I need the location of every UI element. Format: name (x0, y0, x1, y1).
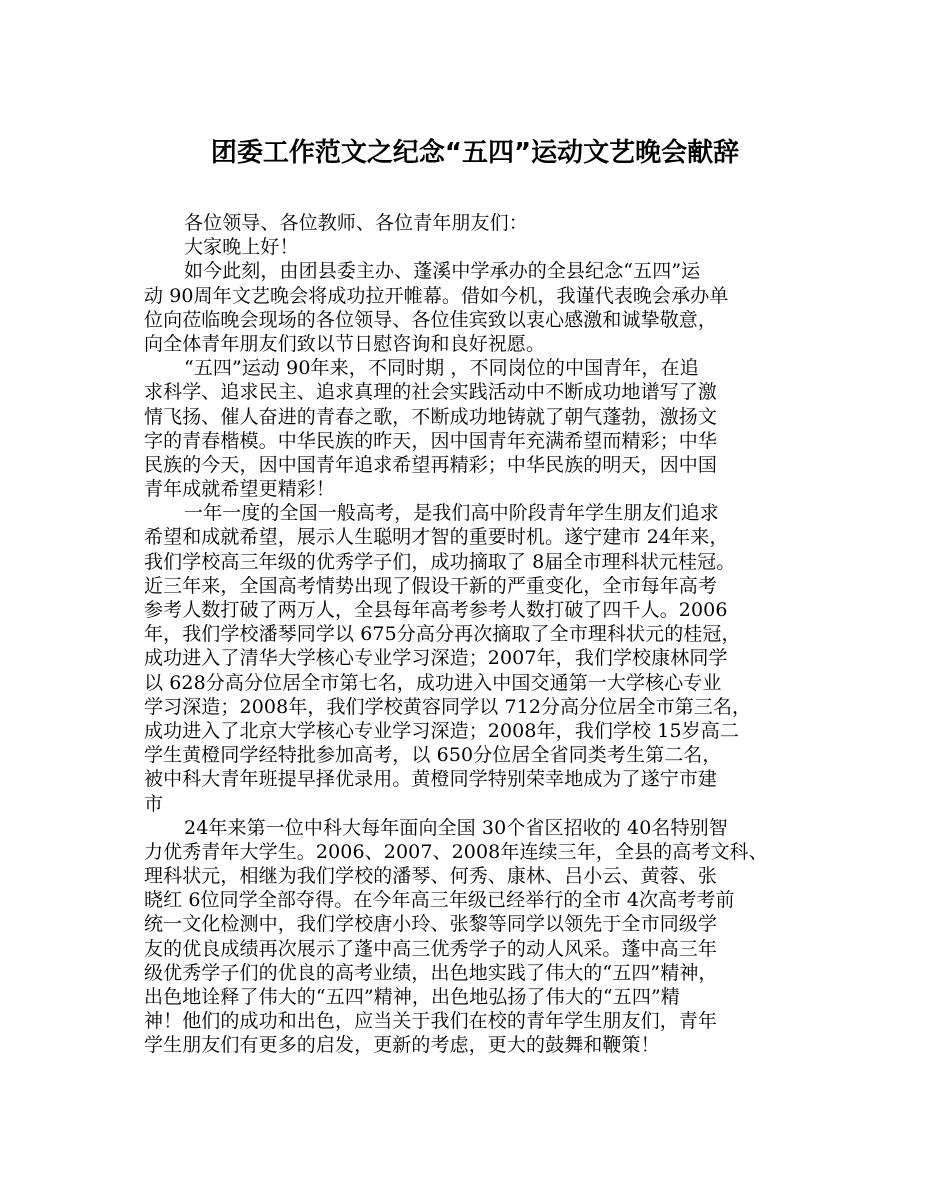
body-line: 情飞扬、催人奋进的青春之歌，不断成功地铸就了朝气蓬勃，激扬文 (144, 405, 718, 428)
body-line: 一年一度的全国一般高考，是我们高中阶段青年学生朋友们追求 (184, 502, 719, 525)
body-line: 神！他们的成功和出色，应当关于我们在校的青年学生朋友们，青年 (144, 1010, 718, 1033)
body-line: 近三年来，全国高考情势出现了假设干新的严重变化，全市每年高考 (144, 574, 718, 597)
body-line: 各位领导、各位教师、各位青年朋友们： (184, 212, 528, 234)
document-title: 团委工作范文之纪念“五四”运动文艺晚会献辞 (210, 138, 740, 168)
body-line: 级优秀学子们的优良的高考业绩，出色地实践了伟大的“五四”精神， (144, 961, 718, 984)
body-line: 力优秀青年大学生。2006、2007、2008年连续三年，全县的高考文科、 (144, 840, 768, 863)
body-line: 晓红 6位同学全部夺得。在今年高三年级已经举行的全市 4次高考考前 (144, 889, 735, 912)
body-line: 位向莅临晚会现场的各位领导、各位佳宾致以衷心感激和诚挚敬意， (144, 308, 718, 331)
body-line: 求科学、追求民主、追求真理的社会实践活动中不断成功地谱写了激 (144, 381, 718, 404)
body-line: 24年来第一位中科大每年面向全国 30个省区招收的 40名特别智 (184, 816, 728, 839)
body-line: 理科状元，相继为我们学校的潘琴、何秀、康林、吕小云、黄蓉、张 (144, 865, 718, 888)
body-line: 学习深造；2008年，我们学校黄容同学以 712分高分位居全市第三名， (144, 695, 752, 718)
body-line: 成功进入了清华大学核心专业学习深造；2007年，我们学校康林同学 (144, 647, 728, 670)
body-line: 年，我们学校潘琴同学以 675分高分再次摘取了全市理科状元的桂冠， (144, 623, 741, 646)
body-line: 参考人数打破了两万人，全县每年高考参考人数打破了四千人。2006 (144, 599, 728, 621)
body-line: “五四”运动 90年来，不同时期 ，不同岗位的中国青年，在追 (184, 357, 699, 380)
document-body (144, 211, 824, 1058)
body-line: 友的优良成绩再次展示了蓬中高三优秀学子的动人风采。蓬中高三年 (144, 937, 718, 960)
body-line: 民族的今天，因中国青年追求希望再精彩；中华民族的明天，因中国 (144, 453, 718, 476)
body-line: 字的青春楷模。中华民族的昨天，因中国青年充满希望而精彩；中华 (144, 429, 718, 452)
body-line: 如今此刻，由团县委主办、蓬溪中学承办的全县纪念“五四”运 (184, 260, 701, 283)
body-line: 学生黄橙同学经特批参加高考，以 650分位居全省同类考生第二名， (144, 744, 722, 767)
body-line: 向全体青年朋友们致以节日慰咨询和良好祝愿。 (144, 332, 546, 355)
body-line: 动 90周年文艺晚会将成功拉开帷幕。借如今机，我谨代表晚会承办单 (144, 284, 729, 307)
body-line: 希望和成就希望，展示人生聪明才智的重要时机。遂宁建市 24年来， (144, 526, 729, 549)
body-line: 以 628分高分位居全市第七名，成功进入中国交通第一大学核心专业 (144, 671, 722, 694)
body-line: 统一文化检测中，我们学校唐小玲、张黎等同学以领先于全市同级学 (144, 913, 718, 936)
body-line: 市 (144, 792, 164, 815)
body-line: 大家晚上好！ (184, 236, 299, 259)
body-line: 出色地诠释了伟大的“五四”精神，出色地弘扬了伟大的“五四”精 (144, 986, 680, 1008)
body-line: 青年成就希望更精彩！ (144, 478, 336, 501)
body-line: 我们学校高三年级的优秀学子们，成功摘取了 8届全市理科状元桂冠。 (144, 550, 736, 573)
body-line: 学生朋友们有更多的启发，更新的考虑，更大的鼓舞和鞭策！ (144, 1034, 660, 1057)
body-line: 被中科大青年班提早择优录用。黄橙同学特别荣幸地成为了遂宁市建 (144, 768, 718, 791)
body-line: 成功进入了北京大学核心专业学习深造；2008年，我们学校 15岁高二 (144, 719, 739, 742)
